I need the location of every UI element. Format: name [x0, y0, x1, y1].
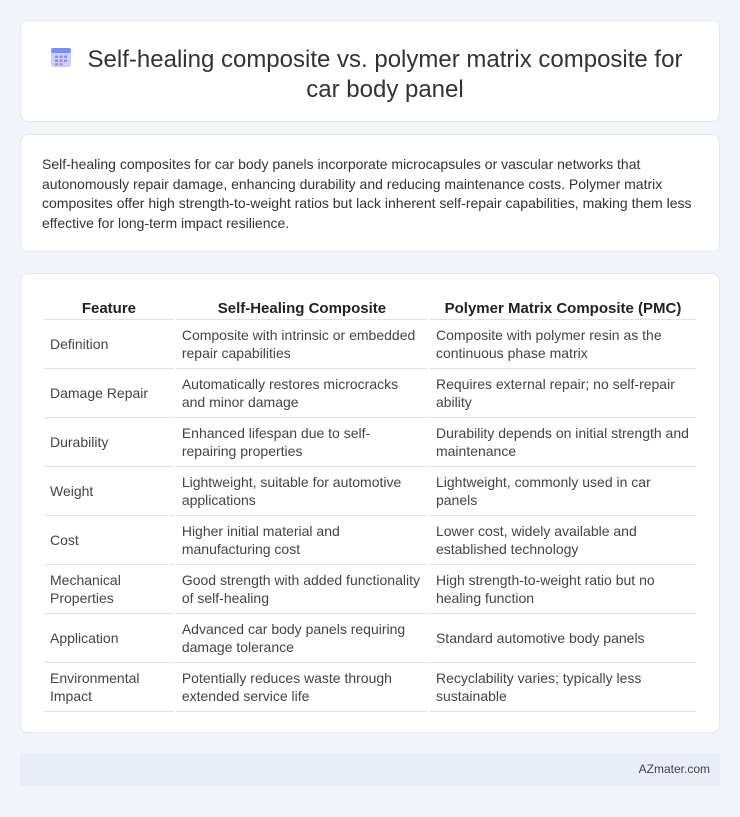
row-pmc: High strength-to-weight ratio but no healing function [430, 565, 696, 614]
row-feature: Weight [44, 467, 174, 516]
header-self-healing: Self-Healing Composite [176, 296, 428, 320]
row-pmc: Recyclability varies; typically less sustainable [430, 663, 696, 712]
header-pmc: Polymer Matrix Composite (PMC) [430, 296, 696, 320]
row-feature: Application [44, 614, 174, 663]
table-header-row [44, 296, 696, 320]
row-pmc: Lower cost, widely available and established technology [430, 516, 696, 565]
table-row [44, 565, 696, 614]
row-pmc: Requires external repair; no self-repair ability [430, 369, 696, 418]
row-pmc: Composite with polymer resin as the continuous phase matrix [430, 320, 696, 369]
table-row [44, 516, 696, 565]
row-feature: Cost [44, 516, 174, 565]
row-feature: Mechanical Properties [44, 565, 174, 614]
table-row [44, 369, 696, 418]
table-row [44, 467, 696, 516]
row-self-healing: Automatically restores microcracks and minor damage [176, 369, 428, 418]
row-pmc: Durability depends on initial strength and maintenance [430, 418, 696, 467]
comparison-table [42, 296, 698, 712]
table-row [44, 320, 696, 369]
footer-bar [20, 753, 720, 786]
row-self-healing: Enhanced lifespan due to self-repairing properties [176, 418, 428, 467]
row-self-healing: Potentially reduces waste through extended service life [176, 663, 428, 712]
row-pmc: Lightweight, commonly used in car panels [430, 467, 696, 516]
row-self-healing: Composite with intrinsic or embedded repair capabilities [176, 320, 428, 369]
page-title: Self-healing composite vs. polymer matrix composite for car body panel [87, 46, 683, 103]
row-pmc: Standard automotive body panels [430, 614, 696, 663]
header-feature: Feature [44, 296, 174, 320]
row-self-healing: Good strength with added functionality of self-healing [176, 565, 428, 614]
row-feature: Environmental Impact [44, 663, 174, 712]
summary-card [20, 134, 720, 252]
row-self-healing: Advanced car body panels requiring damage tolerance [176, 614, 428, 663]
table-row [44, 663, 696, 712]
row-feature: Durability [44, 418, 174, 467]
row-self-healing: Higher initial material and manufacturing cost [176, 516, 428, 565]
title-card [20, 20, 720, 122]
comparison-table-card [20, 273, 720, 733]
row-self-healing: Lightweight, suitable for automotive applications [176, 467, 428, 516]
row-feature: Damage Repair [44, 369, 174, 418]
table-row [44, 614, 696, 663]
summary-text: Self-healing composites for car body panels incorporate microcapsules or vascular networks that autonomously repair damage, enhancing durability and reducing maintenance costs. Polymer matrix composites offer high strength-to-weight ratios but lack inherent self-repair capabilities, making them less effective for long-term impact resilience. [42, 156, 692, 231]
table-row [44, 418, 696, 467]
row-feature: Definition [44, 320, 174, 369]
footer-site-link[interactable]: AZmater.com [638, 762, 710, 776]
